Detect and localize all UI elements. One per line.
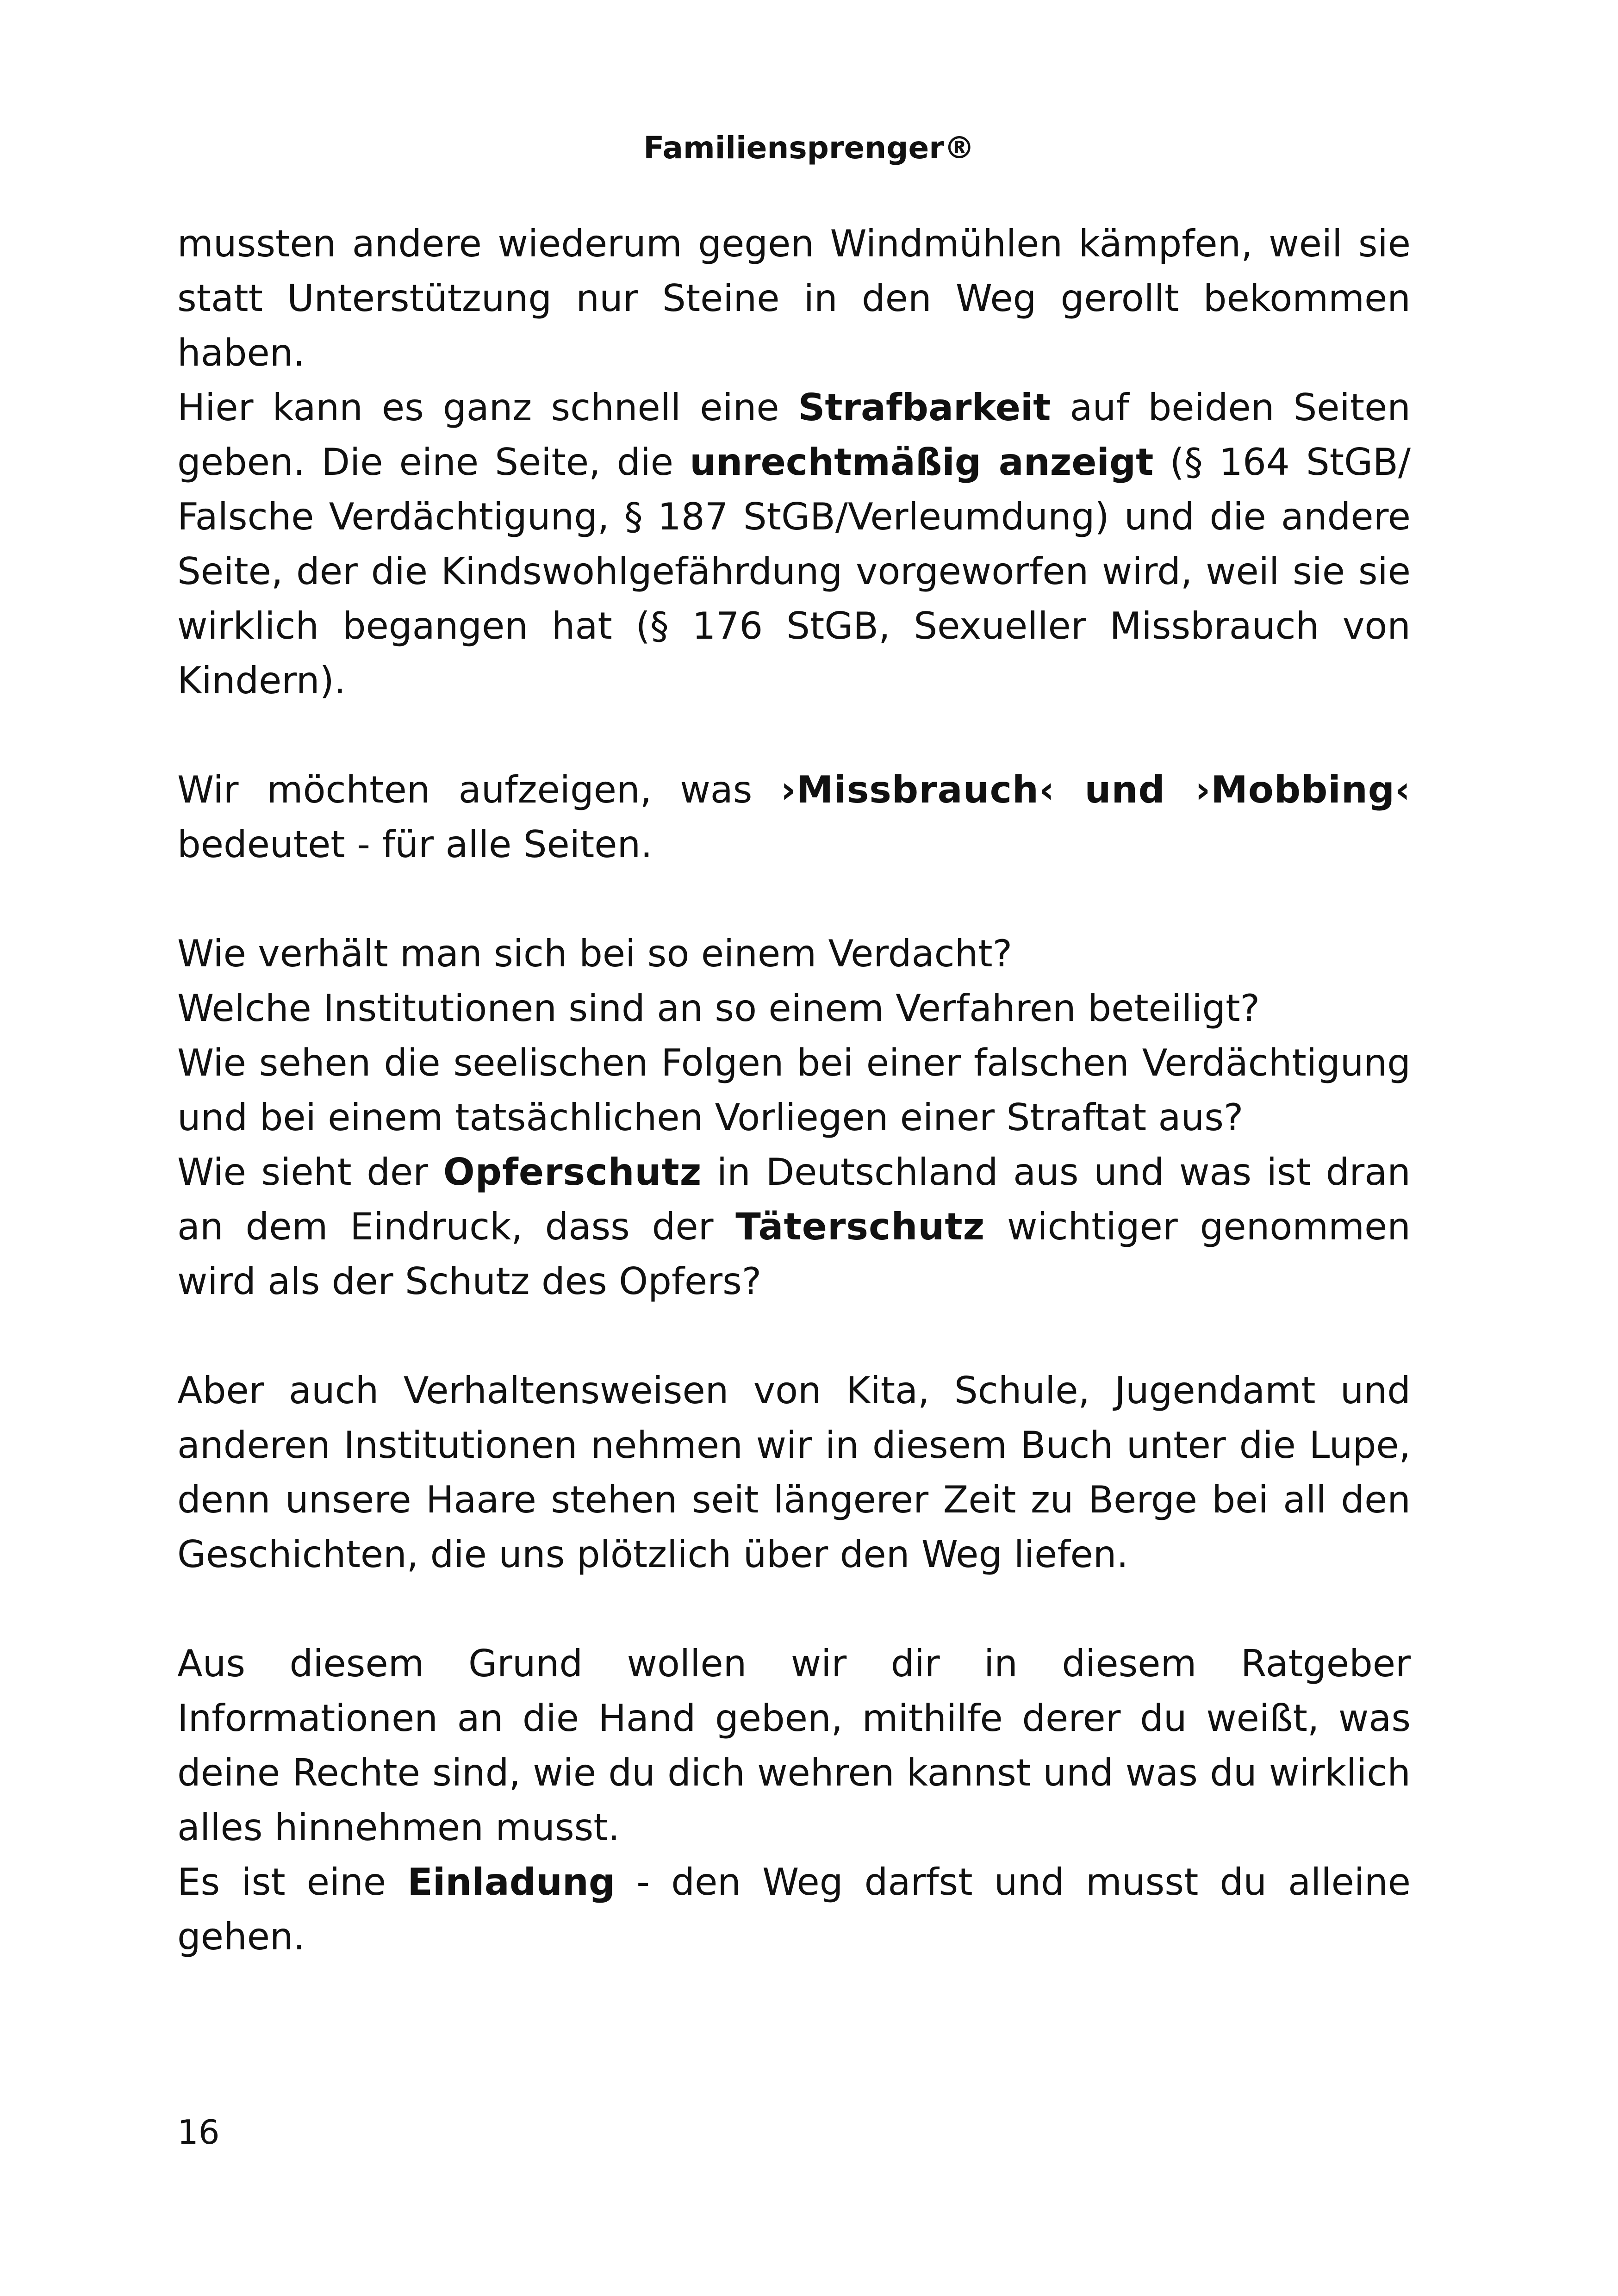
text-span: Wir möchten aufzeigen, was — [177, 768, 781, 811]
paragraph-continuation: mussten andere wiederum gegen Windmühlen kämpfen, weil sie statt Unterstützung nur Steine in den Weg gerollt bekommen haben. — [177, 222, 1411, 374]
paragraph-gap — [177, 1309, 1411, 1363]
emphasis-missbrauch-mobbing: ›Missbrauch‹ und ›Mobbing‹ — [780, 768, 1411, 811]
question-folgen: Wie sehen die seelischen Folgen bei einer falschen Verdächtigung und bei einem tatsächlichen Vorliegen einer Straftat aus? — [177, 1041, 1411, 1139]
paragraph-aufzeigen — [177, 763, 1411, 872]
emphasis-taeterschutz: Täterschutz — [735, 1205, 985, 1248]
paragraph-strafbarkeit — [177, 380, 1411, 708]
question-institutionen: Welche Institutionen sind an so einem Verfahren beteiligt? — [177, 987, 1260, 1030]
question-opferschutz — [177, 1145, 1411, 1309]
paragraph-gap — [177, 708, 1411, 763]
text-span: - den Weg darfst und musst du alleine gehen. — [177, 1860, 1411, 1958]
running-header: Familiensprenger® — [643, 130, 975, 166]
bold-unrechtmaessig: unrechtmäßig anzeigt — [690, 441, 1154, 484]
paragraph-gap — [177, 1582, 1411, 1636]
question-verdacht: Wie verhält man sich bei so einem Verdacht? — [177, 932, 1013, 975]
text-span: bedeutet - für alle Seiten. — [177, 823, 653, 866]
paragraph-gap — [177, 872, 1411, 927]
text-span: in Deutschland aus und was ist dran an dem Eindruck, dass der — [177, 1151, 1411, 1248]
text-span: Wie sieht der — [177, 1151, 443, 1194]
body-text — [177, 217, 1411, 1964]
page-number: 16 — [177, 2113, 220, 2152]
text-span: Es ist eine — [177, 1860, 408, 1904]
bold-strafbarkeit: Strafbarkeit — [798, 386, 1051, 429]
text-span: Hier kann es ganz schnell eine — [177, 386, 798, 429]
text-span: auf beiden Seiten geben. Die eine Seite, die — [177, 386, 1411, 484]
emphasis-opferschutz: Opferschutz — [443, 1151, 702, 1194]
paragraph-einladung — [177, 1855, 1411, 1964]
text-span: (§ 164 StGB/ Falsche Verdächtigung, § 187 StGB/Verleumdung) und die andere Seite, der die Kindswohlgefährdung vorgeworfen wird, weil sie sie wirklich begangen hat (§ 176 StGB, Sexueller Missbrauch von Kindern). — [177, 441, 1411, 702]
text-span: wichtiger genommen wird als der Schutz des Opfers? — [177, 1205, 1411, 1303]
paragraph-ratgeber: Aus diesem Grund wollen wir dir in diesem Ratgeber Informationen an die Hand geben, mithilfe derer du weißt, was deine Rechte sind, wie du dich wehren kannst und was du wirklich alles hinnehmen musst. — [177, 1642, 1411, 1849]
paragraph-institutionen-lupe: Aber auch Verhaltensweisen von Kita, Schule, Jugendamt und anderen Institutionen nehmen wir in diesem Buch unter die Lupe, denn unsere Haare stehen seit längerer Zeit zu Berge bei all den Geschichten, die uns plötzlich über den Weg liefen. — [177, 1369, 1411, 1576]
bold-einladung: Einladung — [407, 1860, 616, 1904]
